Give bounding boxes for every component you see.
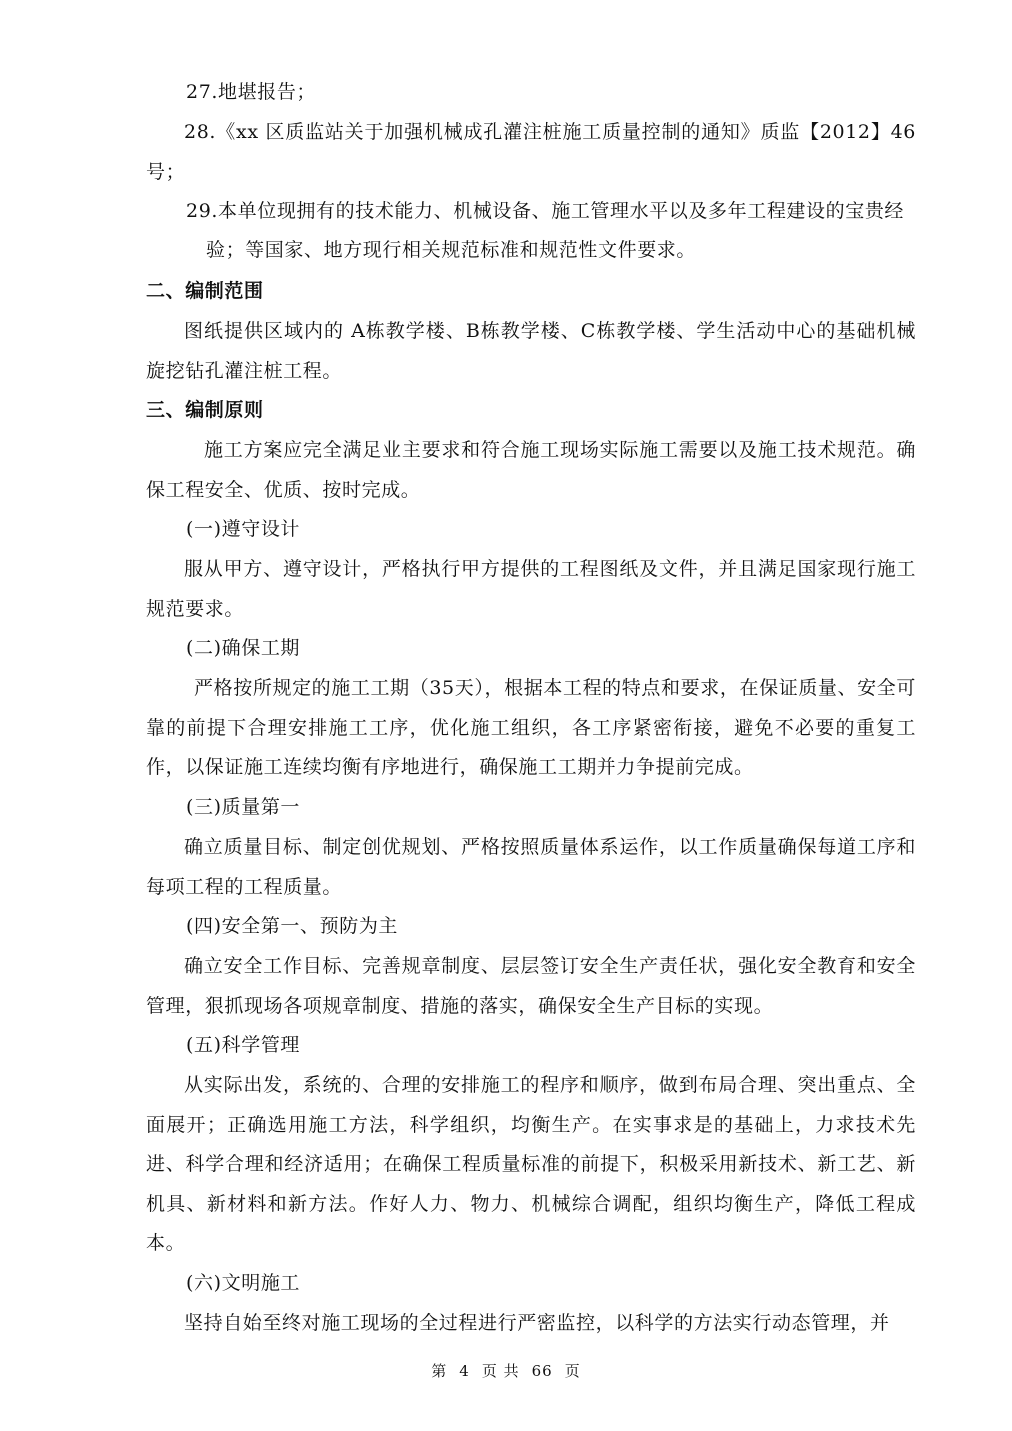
principle-title-3: (三)质量第一	[186, 796, 301, 818]
footer-page-number: 4	[459, 1362, 470, 1380]
section-heading-scope: 二、编制范围	[146, 280, 264, 302]
principle-body-6: 坚持自始至终对施工现场的全过程进行严密监控，以科学的方法实行动态管理，并	[184, 1312, 890, 1334]
principle-title-5: (五)科学管理	[186, 1034, 301, 1056]
item-27: 27.地堪报告；	[186, 81, 317, 103]
section-heading-principles: 三、编制原则	[146, 399, 264, 421]
footer-suffix: 页	[564, 1362, 581, 1380]
item-29-line1: 29.本单位现拥有的技术能力、机械设备、施工管理水平以及多年工程建设的宝贵经	[186, 200, 905, 222]
section-body-scope: 图纸提供区域内的 A栋教学楼、B栋教学楼、C栋教学楼、学生活动中心的基础机械旋挖钻孔灌注桩工程。	[146, 320, 916, 382]
footer-prefix: 第	[431, 1362, 448, 1380]
page-footer	[0, 1360, 1012, 1381]
principle-body-5: 从实际出发，系统的、合理的安排施工的程序和顺序，做到布局合理、突出重点、全面展开；正确选用施工方法，科学组织，均衡生产。在实事求是的基础上，力求技术先进、科学合理和经济适用；在确保工程质量标准的前提下，积极采用新技术、新工艺、新机具、新材料和新方法。作好人力、物力、机械综合调配，组织均衡生产，降低工程成本。	[146, 1074, 916, 1254]
principle-body-2: 严格按所规定的施工工期（35天），根据本工程的特点和要求，在保证质量、安全可靠的前提下合理安排施工工序，优化施工组织，各工序紧密衔接，避免不必要的重复工作，以保证施工连续均衡有序地进行，确保施工工期并力争提前完成。	[146, 677, 916, 778]
principle-title-6: (六)文明施工	[186, 1272, 301, 1294]
footer-total-pages: 66	[531, 1362, 553, 1380]
principle-body-4: 确立安全工作目标、完善规章制度、层层签订安全生产责任状，强化安全教育和安全管理，狠抓现场各项规章制度、措施的落实，确保安全生产目标的实现。	[146, 955, 916, 1017]
item-29-line2: 验；等国家、地方现行相关规范标准和规范性文件要求。	[206, 239, 697, 261]
section-body-principles: 施工方案应完全满足业主要求和符合施工现场实际施工需要以及施工技术规范。确保工程安全、优质、按时完成。	[146, 439, 916, 501]
principle-body-3: 确立质量目标、制定创优规划、严格按照质量体系运作，以工作质量确保每道工序和每项工程的工程质量。	[146, 836, 916, 898]
footer-mid: 页 共	[481, 1362, 520, 1380]
principle-title-1: (一)遵守设计	[186, 518, 301, 540]
item-28: 28.《xx 区质监站关于加强机械成孔灌注桩施工质量控制的通知》质监【2012】46号；	[146, 121, 916, 183]
principle-title-2: (二)确保工期	[186, 637, 301, 659]
principle-body-1: 服从甲方、遵守设计，严格执行甲方提供的工程图纸及文件，并且满足国家现行施工规范要求。	[146, 558, 916, 620]
principle-title-4: (四)安全第一、预防为主	[186, 915, 399, 937]
